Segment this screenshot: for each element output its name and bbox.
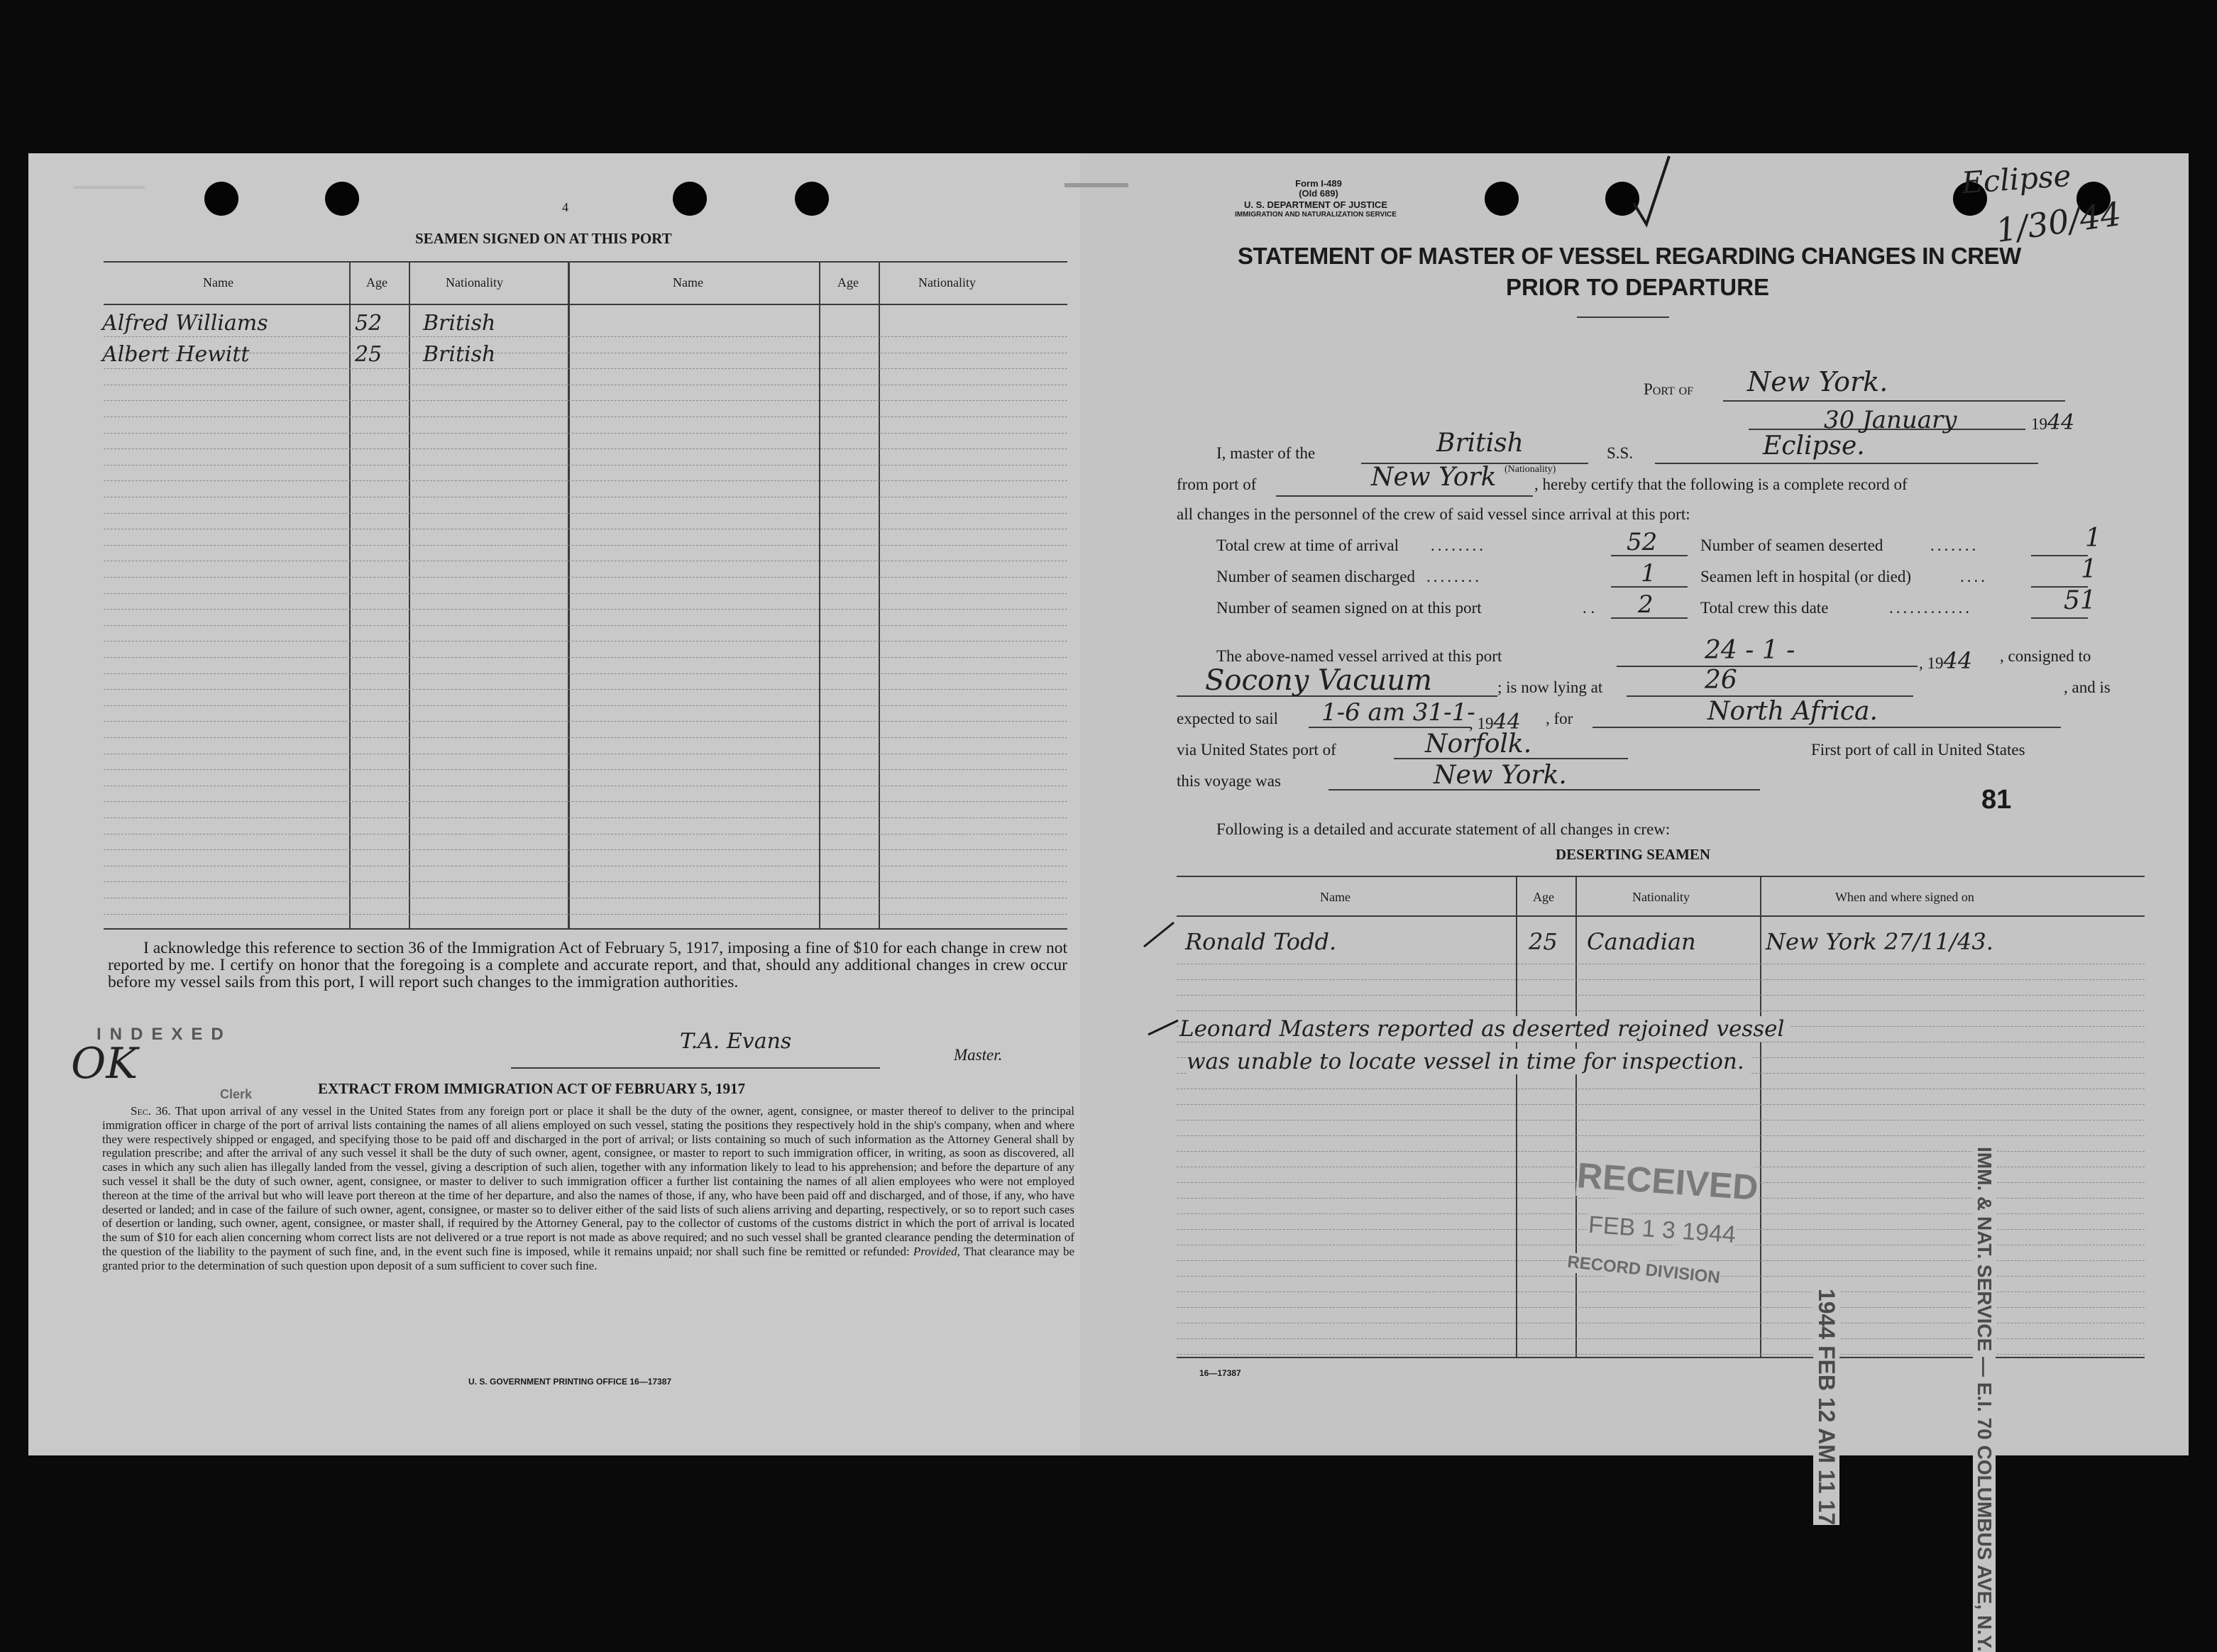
note-line-1: Leonard Masters reported as deserted rejoined vessel <box>1179 1016 1790 1042</box>
vertical-date-stamp: 1944 FEB 12 AM 11 17 <box>1814 1289 1839 1526</box>
ruled-line <box>104 689 1067 690</box>
ruled-line <box>104 513 1067 514</box>
total-crew-arrival-label: Total crew at time of arrival <box>1216 536 1399 554</box>
checkmark-icon <box>1619 153 1676 231</box>
ruled-line <box>104 577 1067 578</box>
total-crew-date-value: 51 <box>2064 586 2096 615</box>
table-row-nationality: British <box>423 342 496 367</box>
ruled-line <box>104 400 1067 401</box>
provided-word: Provided, <box>913 1244 960 1258</box>
left-page <box>28 153 1080 1455</box>
hospital-label: Seamen left in hospital (or died) <box>1700 568 1912 585</box>
col-header-name: Name <box>203 275 233 290</box>
ruled-line <box>104 657 1067 658</box>
expected-year-handwritten: 44 <box>1493 710 1521 734</box>
nationality-caption: (Nationality) <box>1504 464 1556 475</box>
col-header-nationality: Nationality <box>446 275 503 290</box>
arrived-year-handwritten: 44 <box>1943 647 1973 674</box>
deserting-title: DESERTING SEAMEN <box>1556 846 1711 863</box>
ruled-line <box>1177 1213 2145 1214</box>
ruled-line <box>104 336 1067 337</box>
ruled-line <box>104 881 1067 882</box>
extract-tail-text: That clearance may be granted prior to the determination of such question upon deposit of a sum sufficient to cover such fine. <box>102 1244 1075 1272</box>
col-header-age: Age <box>1533 890 1554 904</box>
col-header-name-2: Name <box>673 275 703 290</box>
ruled-line <box>104 769 1067 770</box>
ruled-line <box>104 737 1067 738</box>
arrived-label: The above-named vessel arrived at this port <box>1216 647 1502 665</box>
from-port-value: New York <box>1371 463 1497 492</box>
ruled-line <box>1177 1307 2145 1308</box>
col-header-nationality: Nationality <box>1632 890 1690 904</box>
ruled-line <box>104 545 1067 546</box>
corner-note-vessel: Eclipse <box>1960 158 2072 201</box>
extract-body <box>102 1104 1074 1273</box>
received-date: FEB 1 3 1944 <box>1587 1211 1737 1249</box>
date-year <box>2031 410 2074 435</box>
dot-leader: ............ <box>1889 599 1972 617</box>
ruled-line <box>104 673 1067 674</box>
ruled-line <box>104 801 1067 802</box>
arrived-year <box>1919 647 1972 674</box>
punch-hole <box>673 182 707 216</box>
ruled-line <box>1177 1354 2145 1355</box>
arrived-year-printed: , 19 <box>1919 654 1944 672</box>
paper-scrap <box>74 186 145 189</box>
service-name: IMMIGRATION AND NATURALIZATION SERVICE <box>1235 211 1397 219</box>
ruled-line <box>104 609 1067 610</box>
arrived-value: 24 - 1 - <box>1705 636 1795 665</box>
ruled-line <box>1177 979 2145 980</box>
ruled-line <box>104 705 1067 706</box>
printing-office: U. S. GOVERNMENT PRINTING OFFICE 16—17387 <box>468 1377 672 1387</box>
hospital-value: 1 <box>2081 555 2097 584</box>
ruled-line <box>1177 1338 2145 1339</box>
table-title: SEAMEN SIGNED ON AT THIS PORT <box>415 230 672 247</box>
department-name: U. S. DEPARTMENT OF JUSTICE <box>1244 199 1387 210</box>
dot-leader: . . <box>1583 599 1595 617</box>
form-old-number: (Old 689) <box>1299 188 1338 199</box>
for-label: , for <box>1546 710 1573 727</box>
deserted-label: Number of seamen deserted <box>1700 536 1883 554</box>
note-line-2: was unable to locate vessel in time for inspection. <box>1187 1049 1750 1074</box>
table-row-name: Albert Hewitt <box>102 342 250 367</box>
expected-label: expected to sail <box>1177 710 1279 727</box>
expected-value: 1-6 am 31-1- <box>1321 698 1475 727</box>
discharged-value: 1 <box>1641 559 1656 588</box>
expected-year-printed: , 19 <box>1469 715 1494 732</box>
extract-main-text: That upon arrival of any vessel in the United States from any foreign port or place it shall be the duty of the owner, agent, consignee, or master thereof to deliver to the principal immigration officer in charge of the port of arrival lists containing the names of all aliens employed on such vessel, stating the positions they respectively hold in the ship's company, when and where they were respectively shipped or engaged, and specifying those to be paid off and discharged in the port of arrival; or lists containing so much of such information as the Attorney General shall by regulation prescribe; and after the arrival of any such vessel it shall be the duty of such owner, agent, consignee, or master to report to such immigration officer, in writing, as soon as discovered, all cases in which any such alien has illegally landed from the vessel, giving a description of such alien, together with any information likely to lead to his apprehension; and before the departure of any such vessel it shall be the duty of such owner, agent, consignee, or master to deliver to such immigration officer a further list containing the names of all alien employees who were not employed thereon at the time of the arrival but who will leave port thereon at the time of her departure, and also the names of those, if any, who have been paid off and discharged, and of those, if any, who have deserted or landed; and in case of the failure of such owner, agent, consignee, or master so to deliver either of the said lists of such aliens arriving and departing, respectively, or so to report such cases of desertion or landing, such owner, agent, consignee, or master shall, if required by the Attorney General, pay to the collector of customs of the customs district in which the port of arrival is located the sum of $10 for each alien concerning whom correct lists are not delivered or a true report is not made as above required; and no such vessel shall be granted clearance pending the determination of the question of the liability to the payment of such fine, and, in the event such fine is imposed, while it remains unpaid; nor shall such fine be remitted or refunded: <box>102 1104 1074 1258</box>
discharged-label: Number of seamen discharged <box>1216 568 1415 585</box>
deserter-name: Ronald Todd. <box>1185 928 1337 955</box>
total-crew-arrival-value: 52 <box>1627 528 1658 556</box>
ruled-line <box>104 465 1067 466</box>
vertical-service-stamp: IMM. & NAT. SERVICE — E.I. 70 COLUMBUS AVE, N.Y. <box>1974 1147 1996 1652</box>
extract-title: EXTRACT FROM IMMIGRATION ACT OF FEBRUARY 5, 1917 <box>318 1080 746 1097</box>
deserted-value: 1 <box>2085 524 2101 553</box>
punch-hole <box>1485 182 1519 216</box>
via-value: Norfolk. <box>1425 729 1532 759</box>
punch-hole <box>795 182 829 216</box>
col-header-when-where: When and where signed on <box>1835 890 1974 904</box>
page-number: 4 <box>562 200 568 214</box>
ruled-line <box>104 593 1067 594</box>
deserter-signed-on: New York 27/11/43. <box>1766 928 1993 955</box>
clerk-stamp: Clerk <box>220 1087 253 1101</box>
ruled-line <box>104 817 1067 818</box>
year-handwritten: 44 <box>2047 410 2075 435</box>
form-header <box>1255 179 1382 199</box>
following-text: Following is a detailed and accurate statement of all changes in crew: <box>1216 820 1671 838</box>
ruled-line <box>104 433 1067 434</box>
signed-on-label: Number of seamen signed on at this port <box>1216 599 1482 617</box>
table-row-nationality: British <box>423 311 496 336</box>
and-is-label: , and is <box>2064 678 2111 696</box>
table-row-age: 52 <box>355 311 383 336</box>
for-value: North Africa. <box>1707 697 1878 726</box>
this-voyage-value: New York. <box>1434 761 1567 790</box>
col-header-nationality-2: Nationality <box>918 275 976 290</box>
deserter-nationality: Canadian <box>1587 928 1696 955</box>
col-header-age: Age <box>366 275 387 290</box>
department-header <box>1188 200 1443 220</box>
consigned-label: , consigned to <box>2000 647 2091 665</box>
indexed-stamp: INDEXED <box>97 1025 232 1044</box>
port-of-value: New York. <box>1747 366 1888 397</box>
footer-code: 16—17387 <box>1199 1368 1241 1378</box>
year-printed: 19 <box>2031 415 2047 433</box>
dot-leader: ........ <box>1426 568 1482 585</box>
ruled-line <box>1177 1151 2145 1152</box>
right-page <box>1080 153 2189 1652</box>
lying-label: ; is now lying at <box>1497 678 1603 696</box>
table-row-name: Alfred Williams <box>102 311 268 336</box>
total-crew-date-label: Total crew this date <box>1700 599 1829 617</box>
ruled-line <box>104 914 1067 915</box>
first-port-label: First port of call in United States <box>1811 741 2025 759</box>
form-title-line2: PRIOR TO DEPARTURE <box>1506 274 1769 300</box>
dot-leader: ........ <box>1431 536 1486 554</box>
deserter-age: 25 <box>1529 928 1558 955</box>
port-of-label: Port of <box>1644 380 1694 398</box>
lying-value: 26 <box>1705 666 1737 695</box>
col-header-name: Name <box>1320 890 1350 904</box>
ruled-line <box>1177 1260 2145 1261</box>
received-stamp: RECEIVED <box>1575 1155 1760 1208</box>
paper-scrap <box>1065 183 1128 187</box>
signed-on-value: 2 <box>1638 590 1654 619</box>
record-division-stamp: RECORD DIVISION <box>1566 1252 1721 1288</box>
dot-leader: ....... <box>1930 536 1979 554</box>
table-row-age: 25 <box>355 342 383 367</box>
date-value: 30 January <box>1824 406 1957 434</box>
ruled-line <box>104 448 1067 449</box>
section-lead: Sec. 36. <box>131 1104 171 1118</box>
punch-hole <box>204 182 238 216</box>
ruled-line <box>104 721 1067 722</box>
acknowledgement-text: I acknowledge this reference to section 36 of the Immigration Act of February 5, 1917, imposing a fine of $10 for each change in crew not reported by me. I certify on honor that the foregoing is a complete and accurate report, and that, should any additional changes in crew occur before my vessel sails from this port, I will report such changes to the immigration authorities. <box>108 939 1067 991</box>
master-nationality: British <box>1436 429 1524 458</box>
col-header-age-2: Age <box>837 275 859 290</box>
master-signature: T.A. Evans <box>680 1029 792 1054</box>
master-label: Master. <box>954 1046 1003 1064</box>
ruled-line <box>1177 995 2145 996</box>
consignee-value: Socony Vacuum <box>1205 664 1432 697</box>
this-voyage-label: this voyage was <box>1177 772 1281 790</box>
punch-hole <box>325 182 359 216</box>
ss-value: Eclipse. <box>1763 431 1865 461</box>
ruled-line <box>104 625 1067 626</box>
check-tick-icon <box>1141 918 1184 954</box>
ruled-line <box>104 480 1067 481</box>
ruled-line <box>1177 1104 2145 1105</box>
hereby-text: , hereby certify that the following is a complete record of <box>1534 475 1908 493</box>
all-changes-text: all changes in the personnel of the crew of said vessel since arrival at this port: <box>1177 505 1690 523</box>
from-port-label: from port of <box>1177 475 1257 493</box>
form-number: Form I-489 <box>1295 178 1342 189</box>
check-tick-icon <box>1147 1018 1182 1039</box>
ruled-line <box>104 368 1067 369</box>
form-title-line1: STATEMENT OF MASTER OF VESSEL REGARDING CHANGES IN CREW <box>1238 243 2021 269</box>
ruled-line <box>104 849 1067 850</box>
page-code: 81 <box>1981 785 2012 815</box>
ruled-line <box>1177 1135 2145 1136</box>
ss-label: S.S. <box>1607 444 1634 462</box>
ruled-line <box>104 834 1067 835</box>
corner-note-date: 1/30/44 <box>1993 194 2124 250</box>
dot-leader: .... <box>1960 568 1988 585</box>
ok-mark: OK <box>71 1039 138 1089</box>
master-of-the-label: I, master of the <box>1216 444 1316 462</box>
via-label: via United States port of <box>1177 741 1336 759</box>
